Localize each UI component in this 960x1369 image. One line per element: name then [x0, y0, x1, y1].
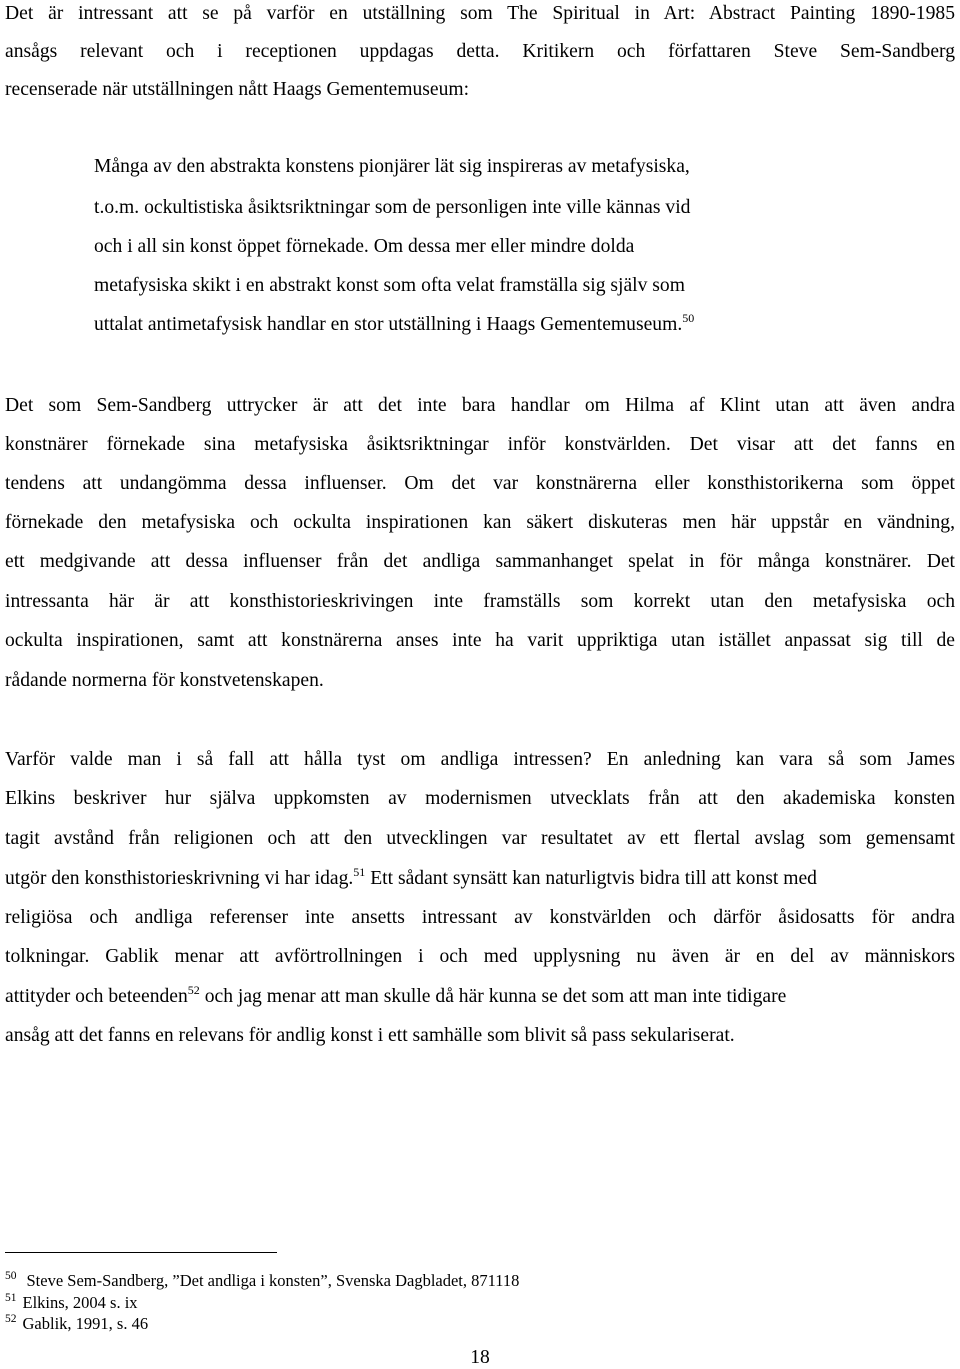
paragraph-3-line-2: Elkins beskriver hur själva uppkomsten av modernismen utvecklats från att den akademiska konsten [5, 788, 955, 809]
quote-line-4: metafysiska skikt i en abstrakt konst som ofta velat framställa sig själv som [94, 275, 685, 296]
footnote-ref-51: 51 [353, 865, 366, 879]
footnote-number: 52 [5, 1313, 17, 1325]
paragraph-3-line-1: Varför valde man i så fall att hålla tyst om andliga intressen? En anledning kan vara så som James [5, 749, 955, 770]
paragraph-3-line-3: tagit avstånd från religionen och att den utvecklingen var resultatet av ett flertal avslag som gemensamt [5, 828, 955, 849]
quote-line-5-text: uttalat antimetafysisk handlar en stor utställning i Haags Gementemuseum. [94, 314, 683, 335]
paragraph-2-line-8: rådande normerna för konstvetenskapen. [5, 670, 324, 691]
paragraph-2-line-3: tendens att undangömma dessa influenser. Om det var konstnärerna eller konsthistorikerna som öppet [5, 473, 955, 494]
quote-line-1: Många av den abstrakta konstens pionjärer lät sig inspireras av metafysiska, [94, 156, 690, 177]
paragraph-2-line-7: ockulta inspirationen, samt att konstnärerna anses inte ha varit uppriktiga utan istället anpassat sig till de [5, 630, 955, 651]
paragraph-1-line-1: Det är intressant att se på varför en utställning som The Spiritual in Art: Abstract Painting 1890-1985 [5, 3, 955, 24]
paragraph-3-line-5: religiösa och andliga referenser inte ansetts intressant av konstvärlden och därför åsidosatts för andra [5, 907, 955, 928]
quote-line-3: och i all sin konst öppet förnekade. Om dessa mer eller mindre dolda [94, 236, 635, 257]
footnote-text: Steve Sem-Sandberg, ”Det andliga i konsten”, Svenska Dagbladet, 871118 [26, 1271, 520, 1290]
paragraph-3-line-7-text-a: attityder och beteenden [5, 986, 188, 1007]
paragraph-2-line-5: ett medgivande att dessa influenser från det andliga sammanhanget spelat in för många konstnärer. Det [5, 551, 955, 572]
footnote-ref-50: 50 [682, 311, 695, 325]
paragraph-2-line-4: förnekade den metafysiska och ockulta inspirationen kan säkert diskuteras men här uppstår en vändning, [5, 512, 955, 533]
quote-line-2: t.o.m. ockultistiska åsiktsriktningar som de personligen inte ville kännas vid [94, 197, 691, 218]
paragraph-1-line-3: recenserade när utställningen nått Haags Gementemuseum: [5, 79, 470, 100]
paragraph-3-line-6: tolkningar. Gablik menar att avförtrollningen i och med upplysning nu även är en del av människors [5, 946, 955, 967]
quote-line-5 [94, 313, 955, 337]
paragraph-2-line-1: Det som Sem-Sandberg uttrycker är att det inte bara handlar om Hilma af Klint utan att även andra [5, 395, 955, 416]
paragraph-3-line-4-text-a: utgör den konsthistorieskrivning vi har idag. [5, 868, 354, 889]
footnote-separator [5, 1252, 277, 1253]
footnote-number: 51 [5, 1292, 17, 1304]
paragraph-3-line-4 [5, 867, 955, 891]
paragraph-2-line-6: intressanta här är att konsthistorieskrivingen inte framställs som korrekt utan den metafysiska och [5, 591, 955, 612]
paragraph-3-line-7-text-b: och jag menar att man skulle då här kunna se det som att man inte tidigare [199, 986, 787, 1007]
footnote-number: 50 [5, 1270, 17, 1282]
paragraph-2-line-2: konstnärer förnekade sina metafysiska åsiktsriktningar inför konstvärlden. Det visar att det fanns en [5, 434, 955, 455]
page-number: 18 [470, 1347, 490, 1368]
paragraph-3-line-4-text-b: Ett sådant synsätt kan naturligtvis bidra till att konst med [365, 868, 817, 889]
paragraph-3-line-7 [5, 985, 955, 1009]
paragraph-1-line-2: ansågs relevant och i receptionen uppdagas detta. Kritikern och författaren Steve Sem-Sandberg [5, 41, 955, 62]
footnote-52 [5, 1309, 148, 1334]
paragraph-3-line-8: ansåg att det fanns en relevans för andlig konst i ett samhälle som blivit så pass sekulariserat. [5, 1025, 735, 1046]
footnote-text: Gablik, 1991, s. 46 [22, 1314, 149, 1333]
footnote-text: Elkins, 2004 s. ix [22, 1293, 138, 1312]
footnote-ref-52: 52 [187, 983, 200, 997]
